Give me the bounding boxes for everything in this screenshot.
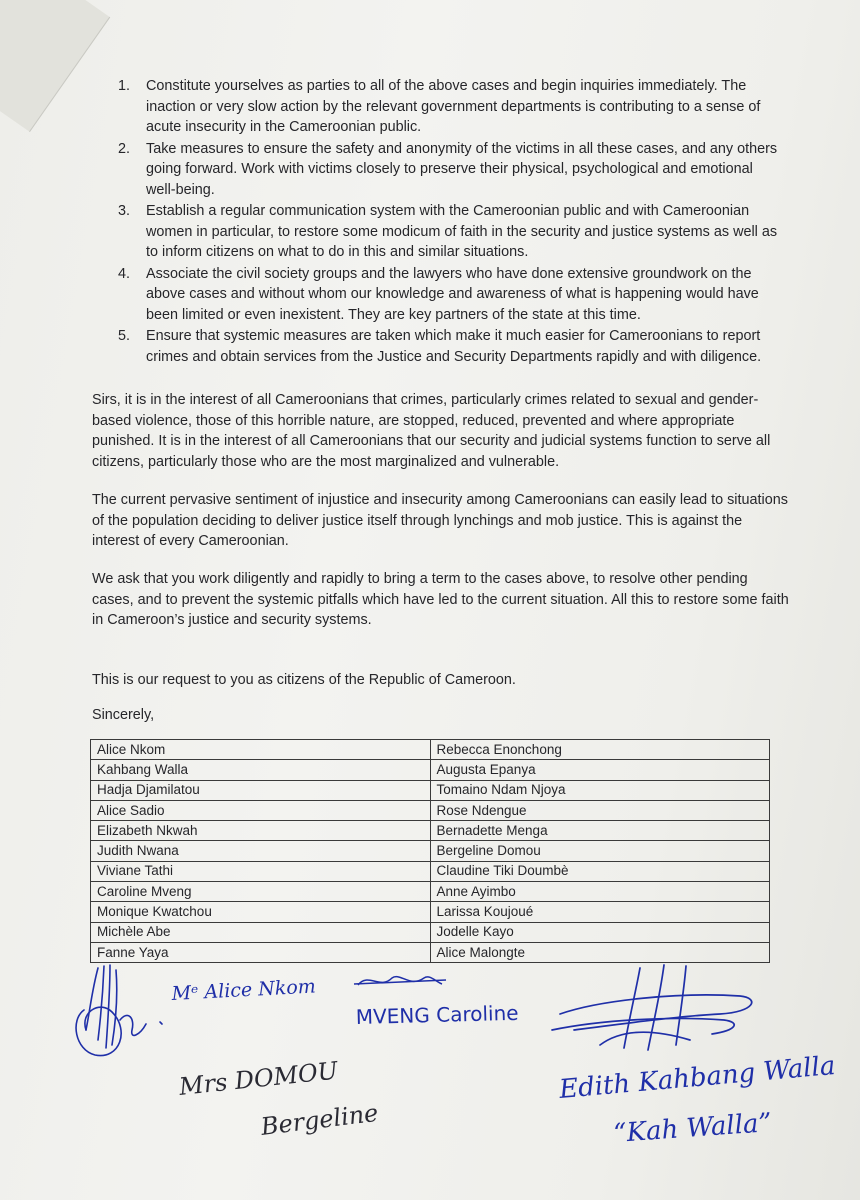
- signatory-name: Monique Kwatchou: [91, 902, 431, 922]
- signatory-name: Kahbang Walla: [91, 760, 431, 780]
- signatory-name: Augusta Epanya: [430, 760, 770, 780]
- action-number: 2.: [118, 140, 131, 157]
- signatory-name: Hadja Djamilatou: [91, 780, 431, 800]
- struck-scribble: [354, 977, 446, 985]
- signatory-name: Alice Nkom: [91, 740, 431, 760]
- signatory-name: Claudine Tiki Doumbè: [430, 861, 770, 881]
- signatory-name: Bergeline Domou: [430, 841, 770, 861]
- signatory-name: Alice Malongte: [430, 942, 770, 962]
- action-text: Take measures to ensure the safety and anonymity of the victims in all these cases, and any others going forward. Work with victims closely to preserve their physical, psychological and emotional well-being.: [146, 140, 778, 198]
- handwriting-mveng: MVENG Caroline: [355, 1000, 519, 1029]
- signatory-name: Viviane Tathi: [91, 861, 431, 881]
- signatory-name: Elizabeth Nkwah: [91, 821, 431, 841]
- paragraph-injustice: The current pervasive sentiment of injustice and insecurity among Cameroonians can easily lead to situations of the population deciding to deliver justice itself through lynchings and mob justice. This is against the interest of every Cameroonian.: [92, 492, 788, 549]
- paragraph-interest: Sirs, it is in the interest of all Cameroonians that crimes, particularly crimes related to sexual and gender-based violence, those of this horrible nature, are stopped, reduced, prevented and where appropriate punished. It is in the interest of all Cameroonians that our security and judicial systems function to serve all citizens, particularly those who are the most marginalized and vulnerable.: [92, 392, 771, 470]
- action-number: 5.: [118, 328, 131, 344]
- closing-request: This is our request to you as citizens of the Republic of Cameroon.: [92, 672, 516, 688]
- handwriting-domou-line1: Mrs DOMOU: [177, 1056, 340, 1101]
- signatory-name: Anne Ayimbo: [430, 882, 770, 902]
- action-text: Establish a regular communication system with the Cameroonian public and with Cameroonian women in particular, to restore some modicum of faith in the security and justice systems as well as to inform citizens on what to do in this and similar situations.: [146, 203, 778, 260]
- action-number: 4.: [118, 265, 131, 282]
- action-number: 3.: [118, 203, 131, 219]
- action-text: Associate the civil society groups and the lawyers who have done extensive groundwork on the above cases and without whom our knowledge and awareness of what is happening would have been limited or even inexistent. They are key partners of the state at this time.: [146, 265, 759, 323]
- scribble-signature-right: [552, 965, 752, 1050]
- handwriting-nkom: Mᵉ Alice Nkom: [171, 975, 317, 1005]
- handwriting-walla-line2: “Kah Walla”: [612, 1107, 773, 1149]
- scribble-signature-left: [76, 965, 162, 1056]
- signatory-name: Rose Ndengue: [430, 800, 770, 820]
- action-number: 1.: [118, 78, 131, 94]
- action-text: Ensure that systemic measures are taken which make it much easier for Cameroonians to report crimes and obtain services from the Justice and Security Departments rapidly and with diligence.: [146, 328, 762, 365]
- signatory-name: Fanne Yaya: [91, 942, 431, 962]
- signatory-name: Caroline Mveng: [91, 882, 431, 902]
- signatory-name: Tomaino Ndam Njoya: [430, 780, 770, 800]
- signatory-name: Bernadette Menga: [430, 821, 770, 841]
- signatory-name: Rebecca Enonchong: [430, 740, 770, 760]
- paragraph-request: We ask that you work diligently and rapidly to bring a term to the cases above, to resolve other pending cases, and to prevent the systemic pitfalls which have led to the current situation. All this to restore some faith in Cameroon’s justice and security systems.: [92, 571, 789, 628]
- action-text: Constitute yourselves as parties to all of the above cases and begin inquiries immediately. The inaction or very slow action by the relevant government departments is contributing to a sense of acute insecurity in the Cameroonian public.: [146, 78, 761, 135]
- signatory-name: Judith Nwana: [91, 841, 431, 861]
- signatory-name: Michèle Abe: [91, 922, 431, 942]
- signatory-name: Larissa Koujoué: [430, 902, 770, 922]
- signatory-name: Alice Sadio: [91, 800, 431, 820]
- signatory-name: Jodelle Kayo: [430, 922, 770, 942]
- handwriting-domou-line2: Bergeline: [259, 1098, 380, 1141]
- closing-sincerely: Sincerely,: [92, 707, 155, 723]
- handwriting-walla-line1: Edith Kahbang Walla: [557, 1050, 837, 1105]
